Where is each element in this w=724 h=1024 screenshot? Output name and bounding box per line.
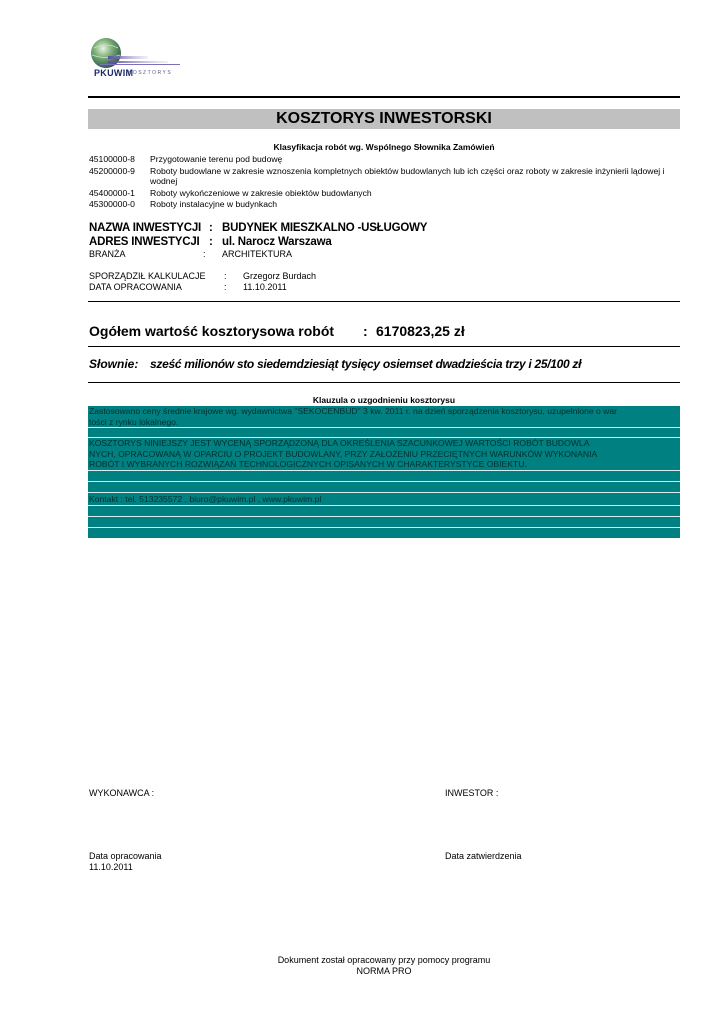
row-line — [88, 481, 680, 482]
footer-line-2: NORMA PRO — [356, 966, 412, 976]
top-rule — [88, 96, 680, 98]
logo-brand: PKUWIM — [94, 68, 134, 78]
contact-line: Kontakt : tel. 513235572 , biuro@pkuwim.pl , www.pkuwim.pl — [89, 494, 322, 504]
words-value: sześć milionów sto siedemdziesiąt tysięcy osiemset dwadzieścia trzy i 25/100 zł — [150, 357, 582, 371]
colon: : — [209, 236, 213, 248]
clause-line: NYCH, OPRACOWANĄ W OPARCIU O PROJEKT BUDOWLANY, PRZY ZAŁOŻENIU PRZECIĘTNYCH WARUNKÓW WYKONANIA — [89, 448, 598, 459]
cpv-code: 45100000-8 — [89, 154, 135, 164]
section-divider — [88, 346, 680, 347]
colon: : — [224, 282, 227, 292]
prepared-by-label: SPORZĄDZIŁ KALKULACJE — [89, 271, 206, 281]
section-divider — [88, 382, 680, 383]
total-colon: : — [363, 323, 368, 339]
section-divider — [88, 301, 680, 302]
row-line — [88, 492, 680, 493]
branch-label: BRANŻA — [89, 249, 126, 259]
contractor-label: WYKONAWCA : — [89, 788, 155, 798]
cpv-desc: Przygotowanie terenu pod budowę — [150, 154, 283, 164]
logo-subtitle: KOSZTORYS — [128, 70, 173, 76]
prepared-by-value: Grzegorz Burdach — [243, 271, 317, 281]
investor-label: INWESTOR : — [445, 788, 499, 798]
investment-address-value: ul. Narocz Warszawa — [222, 236, 332, 248]
globe-logo-icon — [86, 36, 196, 86]
clause-paragraph-2 — [89, 438, 677, 470]
cpv-code: 45400000-1 — [89, 188, 135, 198]
colon: : — [203, 249, 206, 259]
words-label: Słownie: — [89, 357, 139, 371]
branch-value: ARCHITEKTURA — [222, 249, 293, 259]
date-value: 11.10.2011 — [243, 282, 287, 292]
row-line — [88, 470, 680, 471]
colon: : — [209, 222, 213, 234]
classification-heading: Klasyfikacja robót wg. Wspólnego Słownika Zamówień — [273, 142, 495, 152]
cpv-desc: Roboty wykończeniowe w zakresie obiektów budowlanych — [150, 188, 372, 198]
date-prepared-value: 11.10.2011 — [89, 862, 133, 872]
clause-paragraph-1 — [89, 406, 677, 427]
clause-line: tości z rynku lokalnego. — [89, 416, 179, 427]
clause-line: Zastosowano ceny średnie krajowe wg. wydawnictwa "SEKOCENBUD" 3 kw. 2011 r. na dzień sporządzenia kosztorysu, uzupełnione o war — [89, 406, 618, 416]
cpv-code: 45200000-9 — [89, 166, 135, 176]
clause-heading: Klauzula o uzgodnieniu kosztorysu — [312, 395, 456, 405]
date-approval-label: Data zatwierdzenia — [445, 851, 522, 861]
row-line — [88, 527, 680, 528]
cpv-desc: Roboty budowlane w zakresie wznoszenia kompletnych obiektów budowlanych lub ich części oraz roboty w zakresie inżynierii lądowej i wodnej — [150, 166, 665, 186]
date-prepared-label: Data opracowania — [89, 851, 162, 861]
clause-line: ROBÓT I WYBRANYCH ROZWIĄZAŃ TECHNOLOGICZNYCH OPISANYCH W CHARAKTERYSTYCE OBIEKTU. — [89, 459, 527, 470]
cpv-desc: Roboty instalacyjne w budynkach — [150, 199, 278, 209]
total-label: Ogółem wartość kosztorysowa robót — [89, 323, 335, 339]
company-logo — [86, 36, 196, 86]
investment-name-value: BUDYNEK MIESZKALNO -USŁUGOWY — [222, 222, 428, 234]
row-line — [88, 516, 680, 517]
investment-address-label: ADRES INWESTYCJI — [89, 236, 200, 248]
row-line — [88, 505, 680, 506]
footer-line-1: Dokument został opracowany przy pomocy programu — [277, 955, 491, 965]
colon: : — [224, 271, 227, 281]
date-label: DATA OPRACOWANIA — [89, 282, 182, 292]
clause-line: KOSZTORYS NINIEJSZY JEST WYCENĄ SPORZĄDZONĄ DLA OKREŚLENIA SZACUNKOWEJ WARTOŚCI ROBÓT BUDOWLA — [89, 438, 590, 448]
total-value: 6170823,25 zł — [376, 323, 465, 339]
document-title: KOSZTORYS INWESTORSKI — [276, 110, 492, 127]
investment-name-label: NAZWA INWESTYCJI — [89, 222, 202, 234]
cpv-code: 45300000-0 — [89, 199, 135, 209]
